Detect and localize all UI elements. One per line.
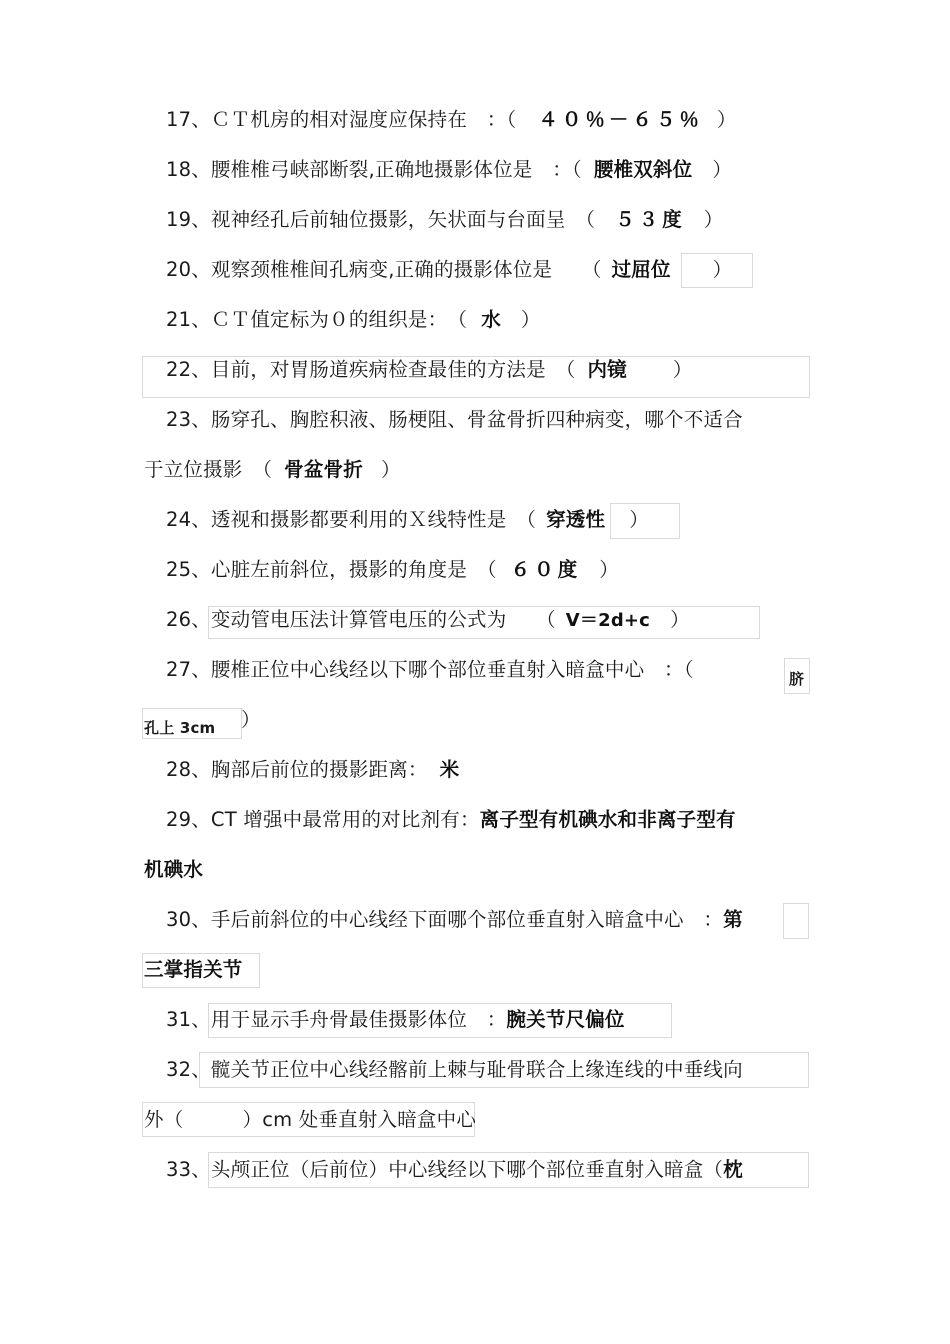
question-22 bbox=[166, 352, 693, 388]
close-paren: ） bbox=[716, 108, 737, 131]
question-text: 29、CT 增强中最常用的对比剂有： bbox=[166, 808, 480, 831]
close-paren: ） bbox=[703, 208, 724, 231]
answer: 米 bbox=[439, 758, 460, 781]
answer: 腕关节尺偏位 bbox=[506, 1008, 625, 1031]
question-text: 17、ＣＴ机房的相对湿度应保持在 ：（ bbox=[166, 108, 517, 131]
question-30-line2 bbox=[144, 952, 243, 988]
answer: 过屈位 bbox=[611, 258, 671, 281]
close-paren: ） bbox=[520, 308, 541, 331]
close-paren: ） bbox=[241, 708, 261, 731]
question-32-line2 bbox=[144, 1102, 476, 1138]
question-text: 于立位摄影 （ bbox=[144, 458, 273, 481]
question-text: 19、视神经孔后前轴位摄影，矢状面与台面呈 （ bbox=[166, 208, 596, 231]
answer-highlight-box bbox=[783, 903, 809, 939]
question-text: 28、胸部后前位的摄影距离： bbox=[166, 758, 428, 781]
question-27-line2 bbox=[144, 709, 215, 745]
close-paren: ） bbox=[712, 158, 733, 181]
answer: 骨盆骨折 bbox=[284, 458, 363, 481]
question-text: 20、观察颈椎椎间孔病变,正确的摄影体位是 （ bbox=[166, 258, 602, 281]
question-text: 25、心脏左前斜位，摄影的角度是 （ bbox=[166, 558, 497, 581]
question-text: 21、ＣＴ值定标为０的组织是： （ bbox=[166, 308, 468, 331]
question-27-line1 bbox=[166, 652, 694, 688]
close-paren: ） bbox=[629, 508, 649, 531]
question-text: 22、目前，对胃肠道疾病检查最佳的方法是 （ bbox=[166, 358, 576, 381]
close-paren: ） bbox=[672, 358, 693, 381]
question-24 bbox=[166, 502, 649, 538]
answer: 机碘水 bbox=[144, 858, 204, 881]
close-paren: ） bbox=[712, 258, 733, 281]
answer: 水 bbox=[481, 308, 501, 331]
question-text: 外（ ）cm 处垂直射入暗盒中心 bbox=[144, 1108, 477, 1131]
answer: 第 bbox=[723, 908, 743, 931]
question-text: 30、手后前斜位的中心线经下面哪个部位垂直射入暗盒中心 ： bbox=[166, 908, 724, 931]
answer: V＝2d+c bbox=[565, 610, 651, 631]
answer: 离子型有机碘水和非离子型有 bbox=[479, 808, 736, 831]
answer: 穿透性 bbox=[546, 508, 606, 531]
question-29-line1 bbox=[166, 802, 736, 838]
question-20 bbox=[166, 252, 732, 288]
question-31 bbox=[166, 1002, 625, 1038]
question-32-line1 bbox=[166, 1052, 743, 1088]
answer: 枕 bbox=[723, 1158, 743, 1181]
question-text: 33、头颅正位（后前位）中心线经以下哪个部位垂直射入暗盒（ bbox=[166, 1158, 724, 1181]
question-17 bbox=[166, 102, 737, 138]
question-26 bbox=[166, 602, 690, 638]
question-text: 31、用于显示手舟骨最佳摄影体位 ： bbox=[166, 1008, 507, 1031]
answer: 腰椎双斜位 bbox=[593, 158, 693, 181]
question-28 bbox=[166, 752, 459, 788]
question-29-line2 bbox=[144, 852, 203, 888]
question-text: 18、腰椎椎弓峡部断裂,正确地摄影体位是 ：（ bbox=[166, 158, 582, 181]
question-text: 24、透视和摄影都要利用的Ｘ线特性是 （ bbox=[166, 508, 537, 531]
question-text: 23、肠穿孔、胸腔积液、肠梗阻、骨盆骨折四种病变，哪个不适合 bbox=[166, 408, 743, 431]
question-33 bbox=[166, 1152, 743, 1188]
close-paren: ） bbox=[599, 558, 619, 581]
answer: ５３度 bbox=[615, 208, 686, 231]
question-text: 26、变动管电压法计算管电压的公式为 （ bbox=[166, 608, 556, 631]
question-30-line1 bbox=[166, 902, 743, 938]
answer: ６０度 bbox=[510, 558, 582, 581]
answer-part1: 脐 bbox=[789, 670, 805, 688]
answer-part2: 孔上 3cm bbox=[144, 719, 216, 737]
answer: 内镜 bbox=[587, 358, 627, 381]
question-21 bbox=[166, 302, 541, 338]
close-paren: ） bbox=[380, 458, 401, 481]
answer: 三掌指关节 bbox=[144, 958, 243, 981]
question-18 bbox=[166, 152, 732, 188]
question-25 bbox=[166, 552, 619, 588]
question-text: 27、腰椎正位中心线经以下哪个部位垂直射入暗盒中心 ：（ bbox=[166, 658, 694, 681]
close-paren: ） bbox=[670, 608, 690, 631]
question-23-line1 bbox=[166, 402, 743, 438]
question-23-line2 bbox=[144, 452, 401, 488]
answer: ４０％－６５％ bbox=[538, 108, 703, 131]
question-text: 32、髋关节正位中心线经髂前上棘与耻骨联合上缘连线的中垂线向 bbox=[166, 1058, 743, 1081]
question-19 bbox=[166, 202, 723, 238]
